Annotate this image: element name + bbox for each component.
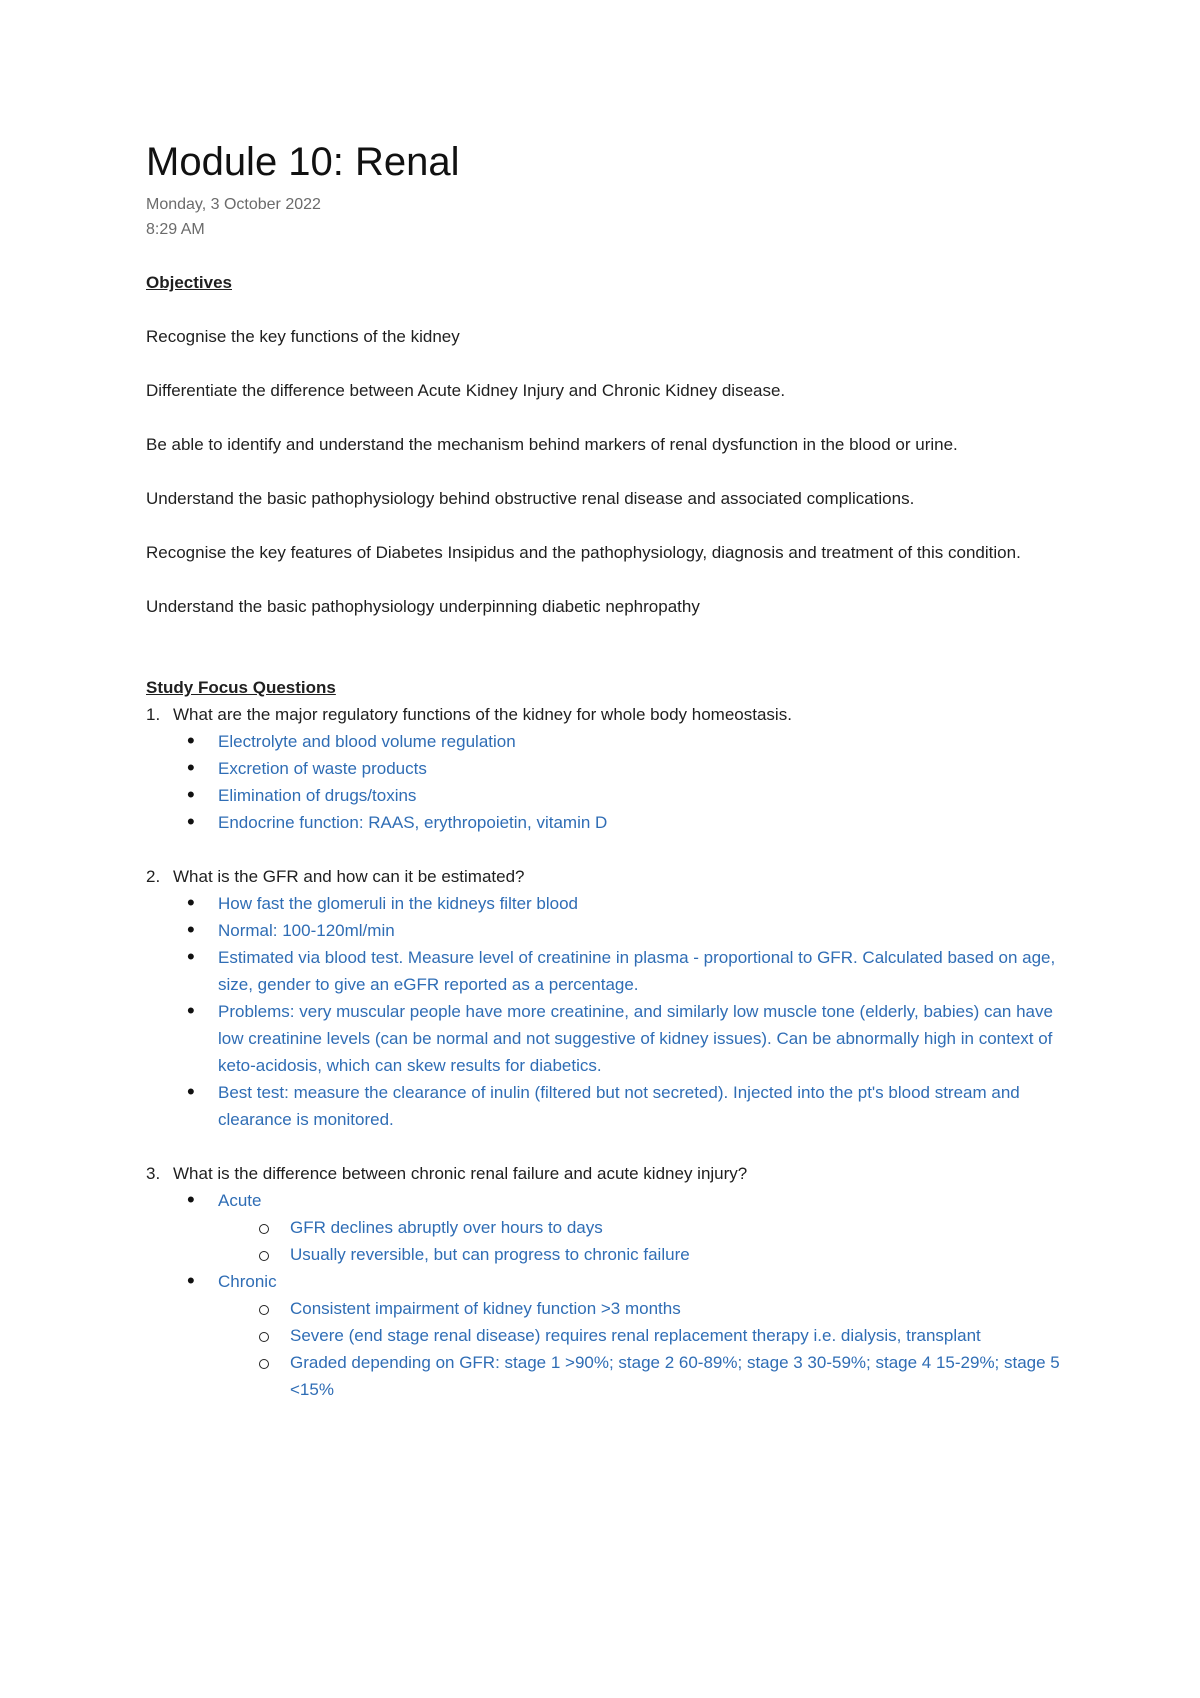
- answer-list: [146, 1187, 1066, 1403]
- question-number: 2.: [146, 867, 161, 886]
- objective-item: Be able to identify and understand the mechanism behind markers of renal dysfunction in the blood or urine.: [146, 435, 958, 454]
- objective-item: Recognise the key functions of the kidney: [146, 327, 460, 346]
- question-2: [146, 863, 1066, 890]
- list-item-chronic: [218, 1268, 1066, 1403]
- question-1: [146, 701, 1066, 728]
- question-number: 3.: [146, 1164, 161, 1183]
- question-number: 1.: [146, 705, 161, 724]
- page-title: Module 10: Renal: [146, 140, 460, 184]
- list-item: • Estimated via blood test. Measure level of creatinine in plasma - proportional to GFR. Calculated based on age, size, gender to give an eGFR reported as a percentage.: [218, 944, 1066, 998]
- sub-list: [218, 1214, 1066, 1268]
- sub-list-item: Usually reversible, but can progress to chronic failure: [290, 1241, 1066, 1268]
- answer-list: [146, 728, 1066, 836]
- question-3: [146, 1160, 1066, 1187]
- note-date: Monday, 3 October 2022: [146, 196, 321, 213]
- sub-list-item: Severe (end stage renal disease) requires renal replacement therapy i.e. dialysis, transplant: [290, 1322, 1066, 1349]
- objective-item: Understand the basic pathophysiology behind obstructive renal disease and associated complications.: [146, 489, 915, 508]
- question-text: What are the major regulatory functions of the kidney for whole body homeostasis.: [173, 705, 792, 724]
- sub-list-item: Graded depending on GFR: stage 1 >90%; stage 2 60-89%; stage 3 30-59%; stage 4 15-29%; stage 5 <15%: [290, 1349, 1066, 1403]
- study-focus-heading: Study Focus Questions: [146, 678, 336, 697]
- list-item-acute: [218, 1187, 1066, 1268]
- list-item-label: Chronic: [218, 1272, 277, 1291]
- list-item: • Electrolyte and blood volume regulation: [218, 728, 1066, 755]
- list-item-label: Acute: [218, 1191, 262, 1210]
- note-content: [146, 138, 1066, 1403]
- objective-item: Differentiate the difference between Acute Kidney Injury and Chronic Kidney disease.: [146, 381, 786, 400]
- list-item: • Normal: 100-120ml/min: [218, 917, 1066, 944]
- list-item: • How fast the glomeruli in the kidneys filter blood: [218, 890, 1066, 917]
- question-text: What is the difference between chronic renal failure and acute kidney injury?: [173, 1164, 748, 1183]
- sub-list: [218, 1295, 1066, 1403]
- note-time: 8:29 AM: [146, 221, 205, 238]
- list-item: • Excretion of waste products: [218, 755, 1066, 782]
- list-item: • Problems: very muscular people have more creatinine, and similarly low muscle tone (elderly, babies) can have low creatinine levels (can be normal and not suggestive of kidney issues). Can be abnormally high in context of keto-acidosis, which can skew results for diabetics.: [218, 998, 1066, 1079]
- question-text: What is the GFR and how can it be estimated?: [173, 867, 525, 886]
- list-item: • Endocrine function: RAAS, erythropoietin, vitamin D: [218, 809, 1066, 836]
- objective-item: Recognise the key features of Diabetes Insipidus and the pathophysiology, diagnosis and treatment of this condition.: [146, 543, 1021, 562]
- objective-item: Understand the basic pathophysiology underpinning diabetic nephropathy: [146, 597, 700, 616]
- list-item: • Best test: measure the clearance of inulin (filtered but not secreted). Injected into the pt's blood stream and clearance is monitored.: [218, 1079, 1066, 1133]
- sub-list-item: Consistent impairment of kidney function >3 months: [290, 1295, 1066, 1322]
- list-item: • Elimination of drugs/toxins: [218, 782, 1066, 809]
- sub-list-item: GFR declines abruptly over hours to days: [290, 1214, 1066, 1241]
- objectives-heading: Objectives: [146, 273, 232, 292]
- answer-list: [146, 890, 1066, 1133]
